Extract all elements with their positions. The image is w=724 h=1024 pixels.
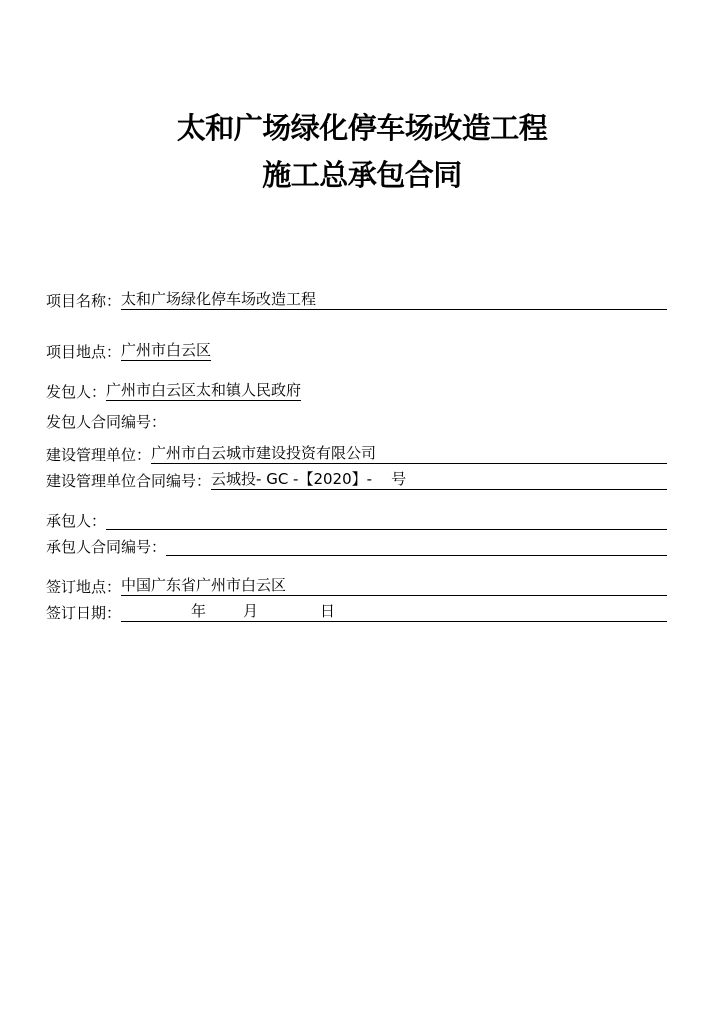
manager-contract-no-field	[46, 470, 667, 490]
project-name-value: 太和广场绿化停车场改造工程	[121, 290, 667, 310]
signing-location-value: 中国广东省广州市白云区	[121, 576, 287, 594]
contractor-field	[46, 510, 667, 530]
manager-contract-no-label: 建设管理单位合同编号：	[46, 472, 212, 490]
signing-date-label: 签订日期：	[46, 604, 122, 622]
manager-contract-no-value: 云城投- GC -【2020】- 号	[211, 470, 407, 488]
signing-date-month: 月	[243, 602, 259, 620]
signing-location-fill-line	[286, 595, 667, 596]
construction-manager-field	[46, 444, 667, 464]
document-title-line-2: 施工总承包合同	[262, 158, 462, 192]
project-location-field	[46, 341, 211, 361]
project-location-label: 项目地点：	[46, 343, 122, 361]
signing-location-label: 签订地点：	[46, 578, 122, 596]
employer-contract-no-label: 发包人合同编号：	[46, 413, 167, 431]
project-name-field	[46, 290, 667, 310]
signing-date-field	[46, 602, 667, 622]
construction-manager-label: 建设管理单位：	[46, 446, 152, 464]
construction-manager-fill-line	[376, 463, 667, 464]
project-location-value: 广州市白云区	[121, 341, 212, 359]
employer-contract-no-field	[46, 413, 166, 431]
project-name-label: 项目名称：	[46, 292, 122, 310]
employer-label: 发包人：	[46, 383, 107, 401]
signing-location-field	[46, 576, 667, 596]
signing-date-day: 日	[320, 602, 336, 620]
employer-field	[46, 381, 301, 401]
manager-contract-no-fill-line	[406, 489, 667, 490]
contractor-label: 承包人：	[46, 512, 107, 530]
contractor-contract-no-field	[46, 536, 667, 556]
employer-value: 广州市白云区太和镇人民政府	[106, 381, 302, 399]
contractor-contract-no-label: 承包人合同编号：	[46, 538, 167, 556]
contractor-value	[106, 510, 667, 530]
document-title-line-1: 太和广场绿化停车场改造工程	[176, 111, 548, 145]
construction-manager-value: 广州市白云城市建设投资有限公司	[151, 444, 377, 462]
signing-date-year: 年	[191, 602, 207, 620]
signing-date-value	[121, 602, 667, 622]
contractor-contract-no-value	[166, 536, 667, 556]
